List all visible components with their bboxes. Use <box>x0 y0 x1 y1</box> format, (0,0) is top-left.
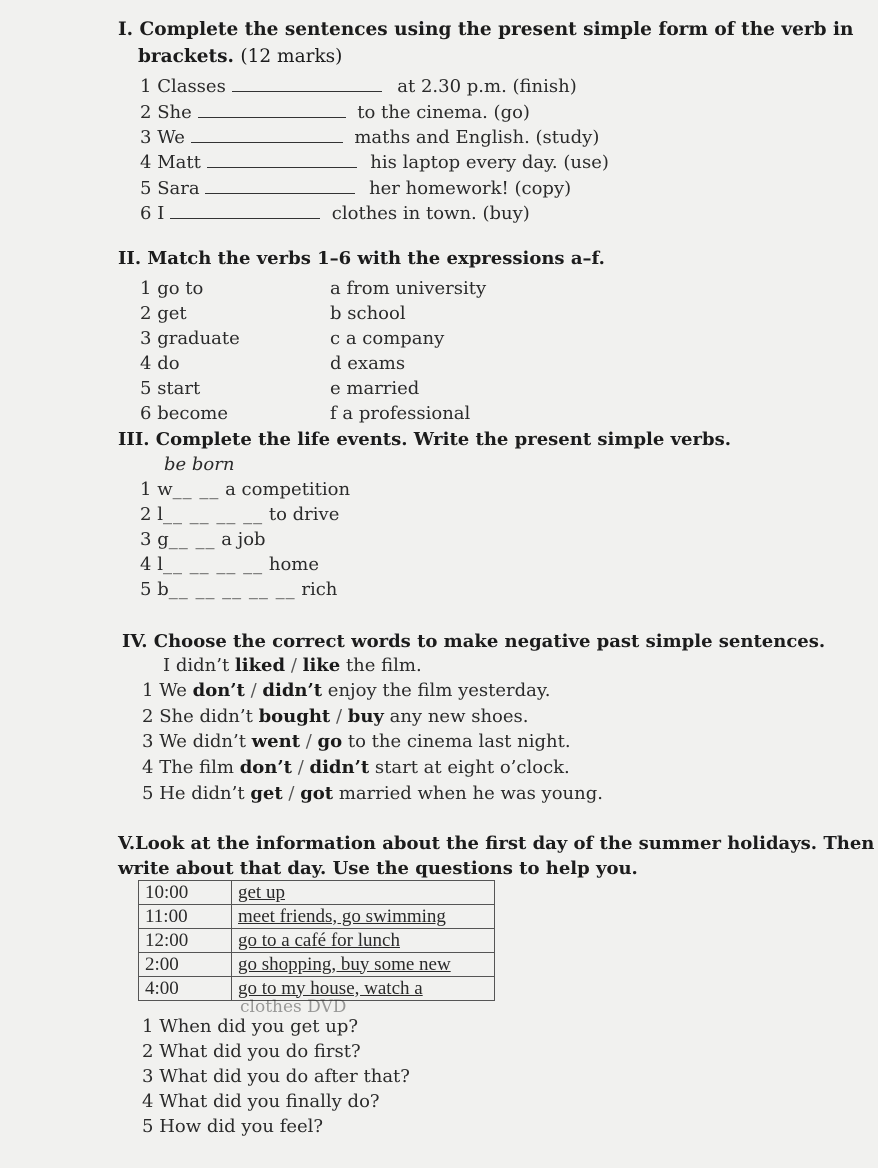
section3-title: III. Complete the life events. Write the present simple verbs. <box>118 429 731 450</box>
item-subject: We <box>157 127 185 148</box>
first-letter: g <box>157 529 169 550</box>
item-number: 3 <box>142 731 154 752</box>
sentence-end: married when he was young. <box>333 783 603 804</box>
activity-cell: go shopping, buy some new <box>232 953 495 977</box>
option-separator: / <box>282 783 301 804</box>
s1-item-4 <box>140 151 609 175</box>
sentence-start: We <box>159 680 193 701</box>
item-letter: c <box>330 328 341 349</box>
letter-blanks[interactable]: __ __ __ __ __ <box>168 579 296 600</box>
item-rest: rich <box>301 579 338 600</box>
item-number: 5 <box>140 378 152 399</box>
item-rest: to drive <box>268 504 340 525</box>
s2-verb-1 <box>140 277 203 301</box>
s3-item-2 <box>140 503 339 527</box>
answer-blank[interactable] <box>170 202 320 219</box>
item-number: 5 <box>142 783 154 804</box>
item-number: 6 <box>140 203 152 224</box>
option-1[interactable]: get <box>250 783 283 804</box>
option-separator: / <box>330 706 348 727</box>
item-number: 5 <box>140 178 152 199</box>
s3-item-5 <box>140 578 337 602</box>
item-number: 2 <box>142 706 154 727</box>
item-number: 1 <box>140 479 152 500</box>
expression-text: school <box>347 303 406 324</box>
item-number: 3 <box>142 1066 154 1087</box>
section5-title-line2: write about that day. Use the questions to help you. <box>118 858 638 879</box>
s4-item-5 <box>142 782 603 806</box>
activity-cell: meet friends, go swimming <box>232 905 495 929</box>
item-rest: a competition <box>225 479 351 500</box>
sentence-end: start at eight o’clock. <box>369 757 570 778</box>
item-number: 3 <box>140 529 152 550</box>
option-2: like <box>302 655 341 676</box>
item-number: 4 <box>142 1091 154 1112</box>
item-rest: home <box>268 554 320 575</box>
item-number: 2 <box>140 102 152 123</box>
item-rest: at 2.30 p.m. (finish) <box>397 76 577 97</box>
verb-text: do <box>157 353 180 374</box>
question-text: What did you finally do? <box>159 1091 380 1112</box>
answer-blank[interactable] <box>191 126 343 143</box>
option-1[interactable]: don’t <box>239 757 292 778</box>
item-number: 3 <box>140 127 152 148</box>
question-text: What did you do after that? <box>159 1066 410 1087</box>
s1-item-6 <box>140 202 530 226</box>
s4-example <box>163 654 422 678</box>
item-number: 5 <box>140 579 152 600</box>
s2-expr-c <box>330 327 444 351</box>
option-separator: / <box>300 731 318 752</box>
item-rest: to the cinema. (go) <box>357 102 530 123</box>
item-letter: d <box>330 353 342 374</box>
time-cell: 12:00 <box>139 929 232 953</box>
option-separator: / <box>291 757 310 778</box>
option-separator: / <box>285 655 303 676</box>
item-number: 4 <box>142 757 154 778</box>
option-2[interactable]: go <box>317 731 343 752</box>
table-row <box>139 881 495 905</box>
s3-item-4 <box>140 553 319 577</box>
option-1[interactable]: went <box>251 731 301 752</box>
expression-text: a company <box>345 328 445 349</box>
activity-cell: go to a café for lunch <box>232 929 495 953</box>
expression-text: exams <box>347 353 406 374</box>
s2-verb-6 <box>140 402 228 426</box>
letter-blanks[interactable]: __ __ <box>168 529 216 550</box>
s2-expr-f <box>330 402 470 426</box>
verb-text: graduate <box>157 328 240 349</box>
item-number: 2 <box>140 504 152 525</box>
table-row <box>139 905 495 929</box>
item-number: 5 <box>142 1116 154 1137</box>
s4-item-4 <box>142 756 570 780</box>
s2-verb-4 <box>140 352 180 376</box>
option-1[interactable]: don’t <box>192 680 245 701</box>
question-text: How did you feel? <box>159 1116 324 1137</box>
activity-cell: get up <box>232 881 495 905</box>
item-rest: clothes in town. (buy) <box>331 203 530 224</box>
question-text: What did you do first? <box>159 1041 361 1062</box>
s5-question-2 <box>142 1040 361 1064</box>
option-1: liked <box>234 655 286 676</box>
option-2[interactable]: got <box>300 783 334 804</box>
sentence-start: He didn’t <box>159 783 251 804</box>
sentence-start: I didn’t <box>163 655 235 676</box>
sentence-start: The film <box>159 757 240 778</box>
answer-blank[interactable] <box>205 177 355 194</box>
item-number: 6 <box>140 403 152 424</box>
item-letter: f <box>330 403 337 424</box>
sentence-end: any new shoes. <box>383 706 529 727</box>
option-separator: / <box>244 680 263 701</box>
item-letter: a <box>330 278 341 299</box>
item-number: 1 <box>142 680 154 701</box>
verb-text: go to <box>157 278 204 299</box>
sentence-start: We didn’t <box>159 731 252 752</box>
sentence-start: She didn’t <box>159 706 259 727</box>
item-number: 4 <box>140 554 152 575</box>
letter-blanks[interactable]: __ __ __ __ <box>162 554 264 575</box>
section1-marks: (12 marks) <box>240 46 343 67</box>
verb-text: get <box>157 303 187 324</box>
item-number: 2 <box>142 1041 154 1062</box>
item-subject: I <box>157 203 165 224</box>
section4-title: IV. Choose the correct words to make negative past simple sentences. <box>122 631 826 652</box>
answer-blank[interactable] <box>207 151 357 168</box>
s3-example: be born <box>164 454 235 475</box>
s5-question-4 <box>142 1090 380 1114</box>
first-letter: l <box>157 504 163 525</box>
s2-verb-3 <box>140 327 240 351</box>
overlapping-text: clothes DVD <box>240 997 347 1017</box>
section1-title-bold: brackets. <box>138 46 234 67</box>
s2-expr-a <box>330 277 486 301</box>
option-2[interactable]: didn’t <box>262 680 323 701</box>
first-letter: w <box>157 479 173 500</box>
item-subject: Matt <box>157 152 201 173</box>
s1-item-2 <box>140 101 530 125</box>
s5-question-1 <box>142 1015 358 1039</box>
first-letter: b <box>157 579 169 600</box>
s5-question-3 <box>142 1065 410 1089</box>
answer-blank[interactable] <box>198 101 346 118</box>
letter-blanks[interactable]: __ __ <box>172 479 220 500</box>
s1-item-1 <box>140 75 577 99</box>
item-letter: b <box>330 303 342 324</box>
sentence-end: to the cinema last night. <box>342 731 571 752</box>
item-rest: a job <box>221 529 266 550</box>
activity-cell: go to my house, watch a <box>232 977 495 1001</box>
item-number: 4 <box>140 152 152 173</box>
section1-title-line1: I. Complete the sentences using the present simple form of the verb in <box>118 19 854 40</box>
item-number: 1 <box>142 1016 154 1037</box>
table-row <box>139 953 495 977</box>
s4-item-2 <box>142 705 528 729</box>
letter-blanks[interactable]: __ __ __ __ <box>162 504 264 525</box>
section1-title-line2 <box>138 44 342 69</box>
table-row <box>139 929 495 953</box>
s3-item-3 <box>140 528 266 552</box>
item-number: 2 <box>140 303 152 324</box>
s2-expr-d <box>330 352 405 376</box>
item-subject: She <box>157 102 192 123</box>
item-subject: Classes <box>157 76 226 97</box>
item-letter: e <box>330 378 341 399</box>
time-cell: 10:00 <box>139 881 232 905</box>
s1-item-3 <box>140 126 599 150</box>
section2-title: II. Match the verbs 1–6 with the expressions a–f. <box>118 248 605 269</box>
verb-text: become <box>157 403 229 424</box>
verb-text: start <box>157 378 201 399</box>
schedule-table <box>138 880 495 1001</box>
item-number: 3 <box>140 328 152 349</box>
item-number: 1 <box>140 76 152 97</box>
sentence-end: the film. <box>340 655 422 676</box>
answer-blank[interactable] <box>232 75 382 92</box>
item-rest: maths and English. (study) <box>354 127 600 148</box>
item-number: 1 <box>140 278 152 299</box>
s1-item-5 <box>140 177 571 201</box>
time-cell: 2:00 <box>139 953 232 977</box>
item-rest: his laptop every day. (use) <box>370 152 609 173</box>
option-1[interactable]: bought <box>258 706 331 727</box>
s2-verb-2 <box>140 302 187 326</box>
time-cell: 11:00 <box>139 905 232 929</box>
section5-title-line1: V.Look at the information about the first day of the summer holidays. Then <box>118 833 875 854</box>
s5-question-5 <box>142 1115 323 1139</box>
s2-expr-e <box>330 377 419 401</box>
option-2[interactable]: didn’t <box>309 757 370 778</box>
s2-verb-5 <box>140 377 200 401</box>
s2-expr-b <box>330 302 406 326</box>
s4-item-1 <box>142 679 550 703</box>
s4-item-3 <box>142 730 571 754</box>
item-rest: her homework! (copy) <box>369 178 572 199</box>
first-letter: l <box>157 554 163 575</box>
time-cell: 4:00 <box>139 977 232 1001</box>
expression-text: from university <box>346 278 487 299</box>
option-2[interactable]: buy <box>347 706 384 727</box>
expression-text: married <box>346 378 420 399</box>
s3-item-1 <box>140 478 350 502</box>
expression-text: a professional <box>342 403 471 424</box>
item-subject: Sara <box>157 178 200 199</box>
question-text: When did you get up? <box>159 1016 358 1037</box>
sentence-end: enjoy the film yesterday. <box>322 680 551 701</box>
item-number: 4 <box>140 353 152 374</box>
